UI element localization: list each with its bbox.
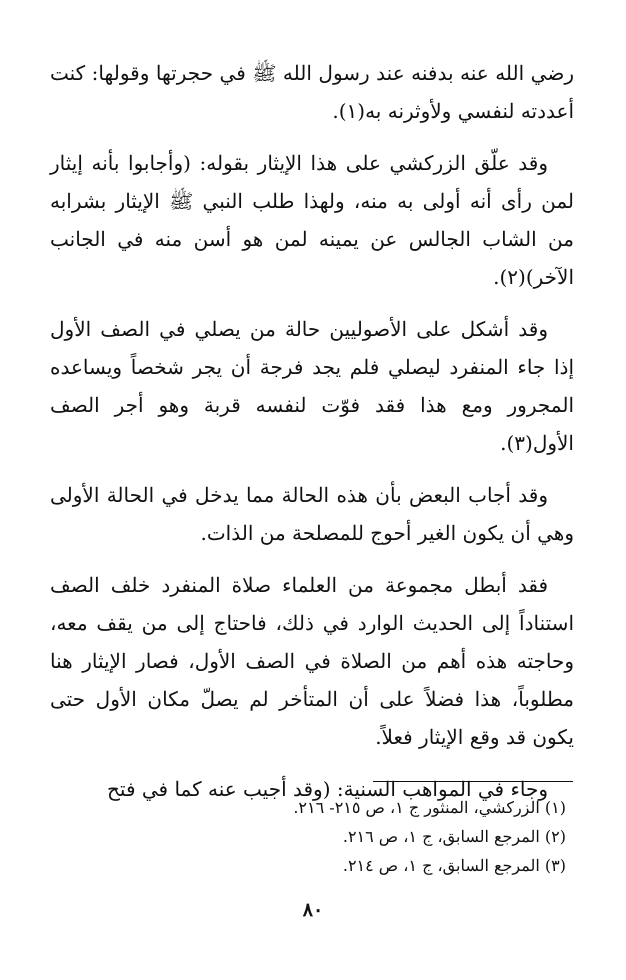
paragraph-3: وقد أشكل على الأصوليين حالة من يصلي في الصف الأول إذا جاء المنفرد ليصلي فلم يجد فرجة أن يجر شخصاً ويساعده المجرور ومع هذا فقد فوّت لنفسه قربة وهو أجر الصف الأول(٣). <box>50 317 574 455</box>
paragraph-4: وقد أجاب البعض بأن هذه الحالة مما يدخل في الحالة الأولى وهي أن يكون الغير أحوج للمصلحة من الذات. <box>50 483 574 545</box>
footnote-3: (٣) المرجع السابق، ج ١، ص ٢١٤. <box>342 856 566 875</box>
footnote-2: (٢) المرجع السابق، ج ١، ص ٢١٦. <box>342 827 566 846</box>
footnote-1: (١) الزركشي، المنثور ج ١، ص ٢١٥- ٢١٦. <box>293 798 566 817</box>
paragraph-5: فقد أبطل مجموعة من العلماء صلاة المنفرد خلف الصف استناداً إلى الحديث الوارد في ذلك، فاحتاج إلى من يقف معه، وحاجته هذه أهم من الصلاة في الصف الأول، فصار الإيثار هنا مطلوباً، هذا فضلاً على أن المتأخر لم يصلّ مكان الأول حتى يكون قد وقع الإيثار فعلاً. <box>50 573 574 749</box>
paragraph-2: وقد علّق الزركشي على هذا الإيثار بقوله: (وأجابوا بأنه إيثار لمن رأى أنه أولى به منه، ولهذا طلب النبي ﷺ الإيثار بشرابه من الشاب الجالس عن يمينه لمن هو أسن منه في الجانب الآخر)(٢). <box>50 151 574 289</box>
body-text <box>50 54 574 822</box>
footnotes <box>60 793 566 880</box>
page-number: ٨٠ <box>302 899 324 921</box>
paragraph-1: رضي الله عنه بدفنه عند رسول الله ﷺ في حجرتها وقولها: كنت أعددته لنفسي ولأوثرنه به(١). <box>50 61 574 123</box>
footnote-divider <box>373 781 573 782</box>
paragraph-6: وجاء في المواهب السنية: (وقد أجيب عنه كما في فتح <box>107 777 548 801</box>
